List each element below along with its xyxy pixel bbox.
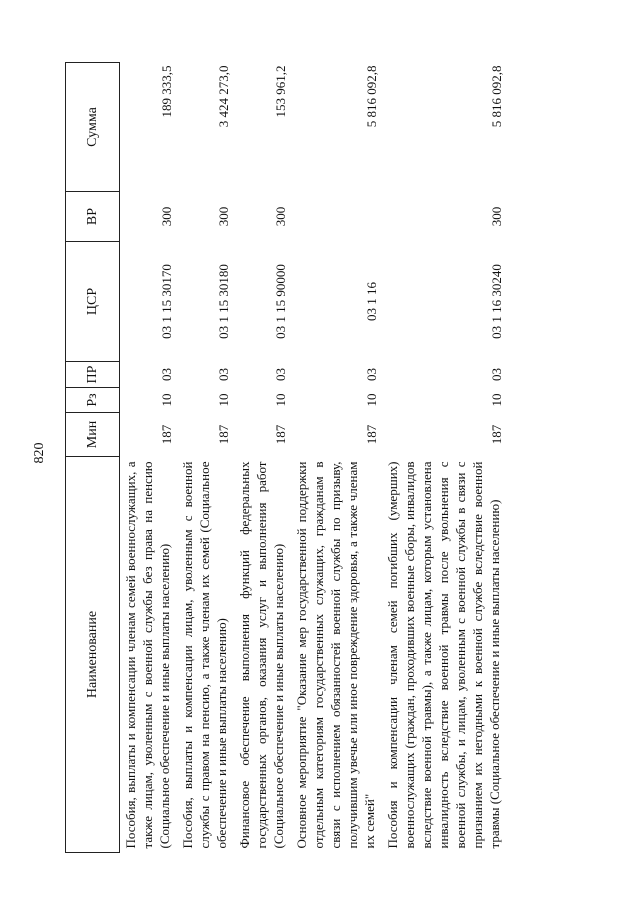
row-csr: 03 1 15 30180 (216, 264, 231, 339)
row-rz: 10 (273, 393, 288, 407)
row-rz: 10 (159, 393, 174, 407)
row-min: 187 (159, 424, 174, 445)
row-vr: 300 (216, 206, 231, 227)
row-sum: 5 816 092,8 (489, 65, 504, 128)
row-csr: 03 1 16 (364, 282, 379, 321)
row-name: Пособия, выплаты и компенсации лицам, уволенным с военной службы с правом на пенсию, а также членам их семей (Социальное обеспечение и иные выплаты населению) (180, 461, 229, 849)
rotated-page-content (65, 63, 575, 853)
row-rz: 10 (364, 393, 379, 407)
row-min: 187 (216, 424, 231, 445)
row-sum: 189 333,5 (159, 65, 174, 118)
header-rz: Рз (66, 388, 120, 413)
row-csr: 03 1 15 90000 (273, 264, 288, 339)
row-name: Основное мероприятие "Оказание мер государственной поддержки отдельным категориям государственных служащих, гражданам в связи с исполнением обязанностей военной службы по призыву, получившим увечье или иное повреждение здоровья, а также членам их семей" (294, 461, 377, 849)
row-pr: 03 (216, 368, 231, 381)
header-min: Мин (66, 413, 120, 457)
header-sum: Сумма (66, 63, 120, 192)
row-vr: 300 (489, 206, 504, 227)
row-rz: 10 (489, 393, 504, 407)
row-pr: 03 (273, 368, 288, 381)
row-vr: 300 (273, 206, 288, 227)
header-pr: ПР (66, 362, 120, 388)
page-number: 820 (32, 442, 47, 464)
header-csr: ЦСР (66, 242, 120, 362)
table-row (382, 63, 507, 853)
table-row (120, 63, 178, 853)
row-csr: 03 1 15 30170 (159, 264, 174, 339)
table-row (177, 63, 234, 853)
row-pr: 03 (364, 368, 379, 381)
header-name: Наименование (66, 457, 120, 853)
row-sum: 3 424 273,0 (216, 65, 231, 128)
row-name: Финансовое обеспечение выполнения функций федеральных государственных органов, оказания услуг и выполнения работ (Социальное обеспечение и иные выплаты населению) (237, 461, 286, 849)
row-csr: 03 1 16 30240 (489, 264, 504, 339)
row-name: Пособия, выплаты и компенсации членам семей военнослужащих, а также лицам, уволенным с военной службы без права на пенсию (Социальное обеспечение и иные выплаты населению) (123, 461, 172, 849)
row-rz: 10 (216, 393, 231, 407)
row-sum: 153 961,2 (273, 65, 288, 118)
table-header-row (66, 63, 120, 853)
row-vr (291, 192, 382, 242)
header-vr: ВР (66, 192, 120, 242)
row-sum: 5 816 092,8 (364, 65, 379, 128)
row-vr: 300 (159, 206, 174, 227)
row-min: 187 (273, 424, 288, 445)
row-min: 187 (489, 424, 504, 445)
budget-table (65, 62, 507, 853)
row-pr: 03 (489, 368, 504, 381)
row-min: 187 (364, 424, 379, 445)
row-name: Пособия и компенсации членам семей погибших (умерших) военнослужащих (граждан, проходивших военные сборы, инвалидов вследствие военной травмы), а также лицам, которым установлена инвалидность вследствие военной травмы после увольнения с военной службы, и лицам, уволенным с военной службы в связи с признанием их негодными к военной службе вследствие военной травмы (Социальное обеспечение и иные выплаты населению) (385, 461, 502, 849)
row-pr: 03 (159, 368, 174, 381)
table-row (234, 63, 291, 853)
table-row (291, 63, 382, 853)
